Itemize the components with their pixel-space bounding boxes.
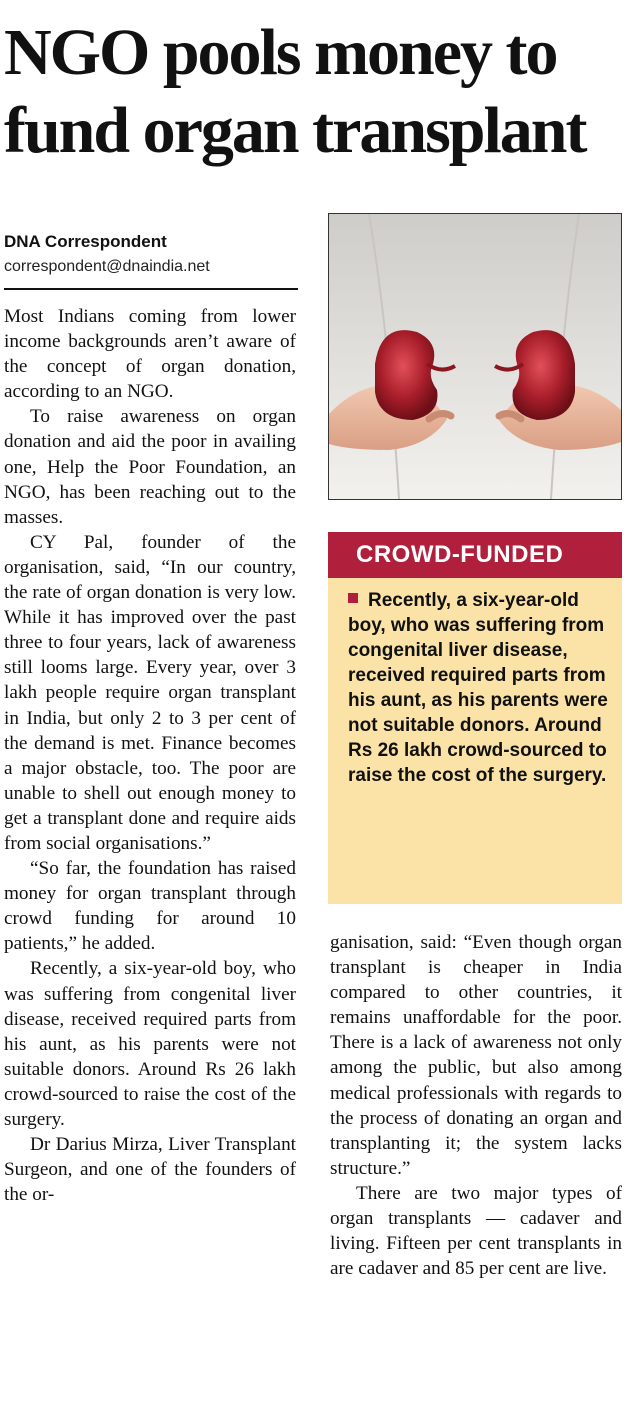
headline: NGO pools money to fund organ transplant xyxy=(4,16,586,167)
square-bullet-icon xyxy=(348,593,358,603)
byline-email: correspondent@dnaindia.net xyxy=(4,258,210,275)
hands-holding-kidneys-illustration xyxy=(329,214,621,499)
byline-divider xyxy=(4,288,298,290)
sidebar-text: Recently, a six-year-old boy, who was suffering from congenital liver disease, received required parts from his aunt, as his parents were not suitable donors. Around Rs 26 lakh crowd-sourced to raise the cost of the surgery. xyxy=(348,590,608,786)
article-paragraph: Recently, a six-year-old boy, who was suffering from congenital liver disease, received required parts from his aunt, as his parents were not suitable donors. Around Rs 26 lakh crowd-sourced to raise the cost of the surgery. xyxy=(4,958,296,1130)
article-paragraph: “So far, the foundation has raised money for organ transplant through crowd funding for around 10 patients,” he added. xyxy=(4,858,296,955)
byline-author: DNA Correspondent xyxy=(4,232,167,251)
article-paragraph: To raise awareness on organ donation and aid the poor in availing one, Help the Poor Foundation, an NGO, has been reaching out to the masses. xyxy=(4,406,296,528)
article-column-2 xyxy=(330,930,622,1281)
sidebar-box xyxy=(328,532,622,904)
article-paragraph: Dr Darius Mirza, Liver Transplant Surgeon, and one of the founders of the or- xyxy=(4,1134,296,1206)
kidney-photo xyxy=(328,213,622,500)
article-paragraph: There are two major types of organ transplants — cadaver and living. Fifteen per cent transplants in are cadaver and 85 per cent are live. xyxy=(330,1182,622,1280)
sidebar-body xyxy=(348,588,610,788)
article-column-1 xyxy=(4,304,296,1207)
article-paragraph: ganisation, said: “Even though organ transplant is cheaper in India compared to other countries, it remains unaffordable for the poor. There is a lack of awareness not only among the public, but also among medical professionals with regards to the process of donating an organ and transplanting it; the system lacks structure.” xyxy=(330,932,622,1179)
article-paragraph: Most Indians coming from lower income backgrounds aren’t aware of the concept of organ donation, according to an NGO. xyxy=(4,306,296,403)
article-paragraph: CY Pal, founder of the organisation, said, “In our country, the rate of organ donation is very low. While it has improved over the past three to four years, lack of awareness still looms large. Every year, over 3 lakh people require organ transplant in India, but only 2 to 3 per cent of the demand is met. Finance becomes a major obstacle, too. The poor are unable to shell out enough money to get a transplant done and require aids from social organisations.” xyxy=(4,531,296,854)
sidebar-title: CROWD-FUNDED xyxy=(328,532,622,578)
